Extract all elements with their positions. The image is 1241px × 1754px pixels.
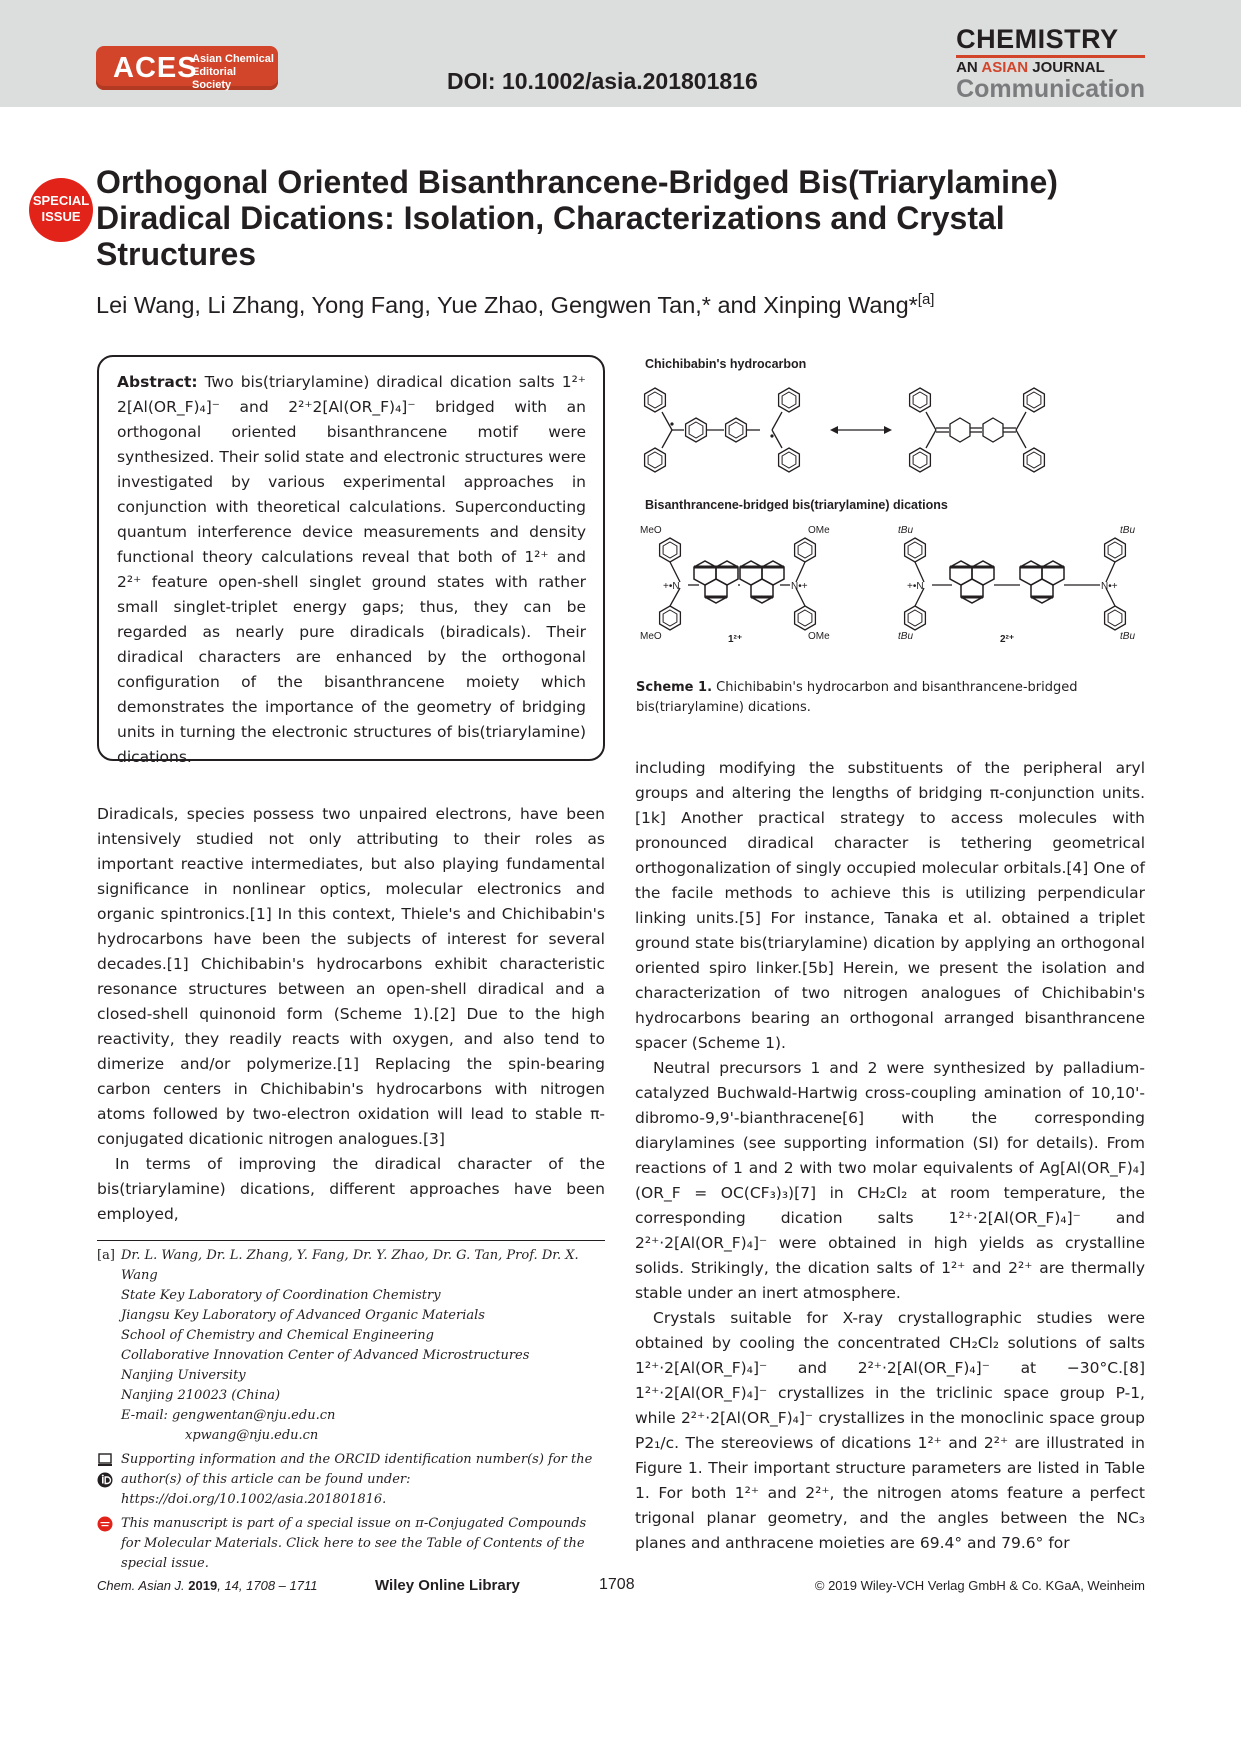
body-column-right <box>635 756 1145 1556</box>
body-paragraph: including modifying the substituents of the peripheral aryl groups and altering the lengths of bridging π-conjunction units.[1k] Another practical strategy to access molecules with pronounced diradical character is tethering geometrical orthogonalization of singly occupied molecular orbitals.[4] One of the facile methods to achieve this is utilizing perpendicular linking units.[5] For instance, Tanaka et al. obtained a triplet ground state bis(triarylamine) dication by applying an orthogonal oriented spiro linker.[5b] Herein, we present the isolation and characterization of two nitrogen analogues of Chichibabin's hydrocarbons bearing an orthogonal arranged bisanthrancene spacer (Scheme 1). <box>635 759 1145 1052</box>
affiliation-line: Nanjing University <box>121 1368 246 1383</box>
page-number: 1708 <box>599 1576 635 1593</box>
scheme-1-caption <box>636 678 1146 718</box>
special-issue-badge[interactable] <box>29 178 93 242</box>
body-paragraph: Diradicals, species possess two unpaired electrons, have been intensively studied not only attributing to their roles as important reactive intermediates, but also playing fundamental significance in nonlinear optics, molecular electronics and organic spintronics.[1] In this context, Thiele's and Chichibabin's hydrocarbons have been the subjects of interest for several decades.[1] Chichibabin's hydrocarbons exhibit characteristic resonance structures between an open-shell diradical and a closed-shell quinonoid form (Scheme 1).[2] Due to the high reactivity, they readily reacts with oxygen, and also tend to dimerize and/or polymerize.[1] Replacing the spin-bearing carbon centers in Chichibabin's hydrocarbons with nitrogen atoms followed by two-electron oxidation will lead to stable π-conjugated dicationic nitrogen analogues.[3] <box>97 805 605 1148</box>
aces-line1: Asian Chemical <box>192 53 274 65</box>
label-meo-bottom-left: MeO <box>640 631 662 642</box>
label-tbu-bottom-right: tBu <box>1120 631 1136 642</box>
doi-link[interactable]: DOI: 10.1002/asia.201801816 <box>447 68 758 94</box>
aces-logo[interactable] <box>96 46 278 90</box>
affiliation-line: State Key Laboratory of Coordination Chemistry <box>121 1288 441 1303</box>
authors-names: Lei Wang, Li Zhang, Yong Fang, Yue Zhao, Gengwen Tan,* and Xinping Wang* <box>96 291 918 318</box>
aces-logo-subtitle <box>192 53 278 92</box>
journal-journal: JOURNAL <box>1032 59 1105 76</box>
label-meo-top-left: MeO <box>640 525 662 536</box>
label-n-radical-right-1: N•+ <box>791 581 808 592</box>
journal-brand <box>956 26 1145 102</box>
author-list <box>96 291 1156 319</box>
label-tbu-top-right: tBu <box>1120 525 1136 536</box>
footer-copyright: © 2019 Wiley-VCH Verlag GmbH & Co. KGaA, Weinheim <box>814 1578 1145 1593</box>
special-issue-icon <box>97 1516 113 1532</box>
computer-icon <box>97 1452 113 1468</box>
body-column-left <box>97 802 605 1227</box>
supporting-info-text[interactable]: Supporting information and the ORCID identification number(s) for the author(s) of this article can be found under: https://doi.org/10.1002/asia.201801816. <box>121 1452 593 1507</box>
dication-2-structure <box>898 525 1135 645</box>
journal-name-asian <box>956 60 1145 76</box>
label-n-radical-left-1: +•N <box>663 581 680 592</box>
journal-brand-rule <box>956 55 1145 58</box>
scheme-caption-text: Chichibabin's hydrocarbon and bisanthrancene-bridged bis(triarylamine) dications. <box>636 680 1078 715</box>
abstract-text: Two bis(triarylamine) diradical dication salts 1²⁺ 2[Al(OR_F)₄]⁻ and 2²⁺2[Al(OR_F)₄]⁻ bridged with an orthogonal oriented bisanthrancene motif were synthesized. Their solid state and electronic structures were investigated by various experimental approaches in conjunction with theoretical calculations. Superconducting quantum interference device measurements and density functional theory calculations reveal that both of 1²⁺ and 2²⁺ feature open-shell singlet ground states with rather small singlet-triplet energy gaps; thus, they can be regarded as nearly pure diradicals (biradicals). Their diradical characters are enhanced by the orthogonal configuration of the bisanthrancene moiety which demonstrates the importance of the geometry of bridging units in turning the electronic structures of bis(triarylamine) dications. <box>117 373 586 766</box>
footer-citation <box>97 1578 317 1593</box>
dication-1-structure <box>640 525 830 645</box>
affiliation-footnote <box>97 1246 605 1446</box>
footnotes <box>97 1246 605 1574</box>
scheme-1-figure <box>630 350 1146 670</box>
scheme-heading-dications: Bisanthrancene-bridged bis(triarylamine) dications <box>645 498 948 512</box>
label-tbu-top-left: tBu <box>898 525 914 536</box>
abstract-paragraph <box>117 370 586 770</box>
chichibabin-quinonoid-structure <box>910 388 1045 472</box>
resonance-arrow <box>830 426 892 434</box>
supporting-info-footnote <box>97 1450 605 1510</box>
label-tbu-bottom-left: tBu <box>898 631 914 642</box>
abstract-box <box>97 355 605 766</box>
label-n-radical-right-2: N•+ <box>1101 581 1118 592</box>
scheme-caption-label: Scheme 1. <box>636 680 713 695</box>
email-line[interactable]: xpwang@nju.edu.cn <box>185 1428 319 1443</box>
affiliation-line: Collaborative Innovation Center of Advanced Microstructures <box>121 1348 530 1363</box>
aces-logo-word: ACES <box>113 52 198 84</box>
email-line[interactable]: E-mail: gengwentan@nju.edu.cn <box>121 1408 336 1423</box>
body-paragraph: Neutral precursors 1 and 2 were synthesized by palladium-catalyzed Buchwald-Hartwig cross-coupling amination of 10,10'-dibromo-9,9'-bianthracene[6] with the corresponding diarylamines (see supporting information (SI) for details). From reactions of 1 and 2 with two molar equivalents of Ag[Al(OR_F)₄] (OR_F = OC(CF₃)₃)[7] in CH₂Cl₂ at room temperature, the corresponding dication salts 1²⁺·2[Al(OR_F)₄]⁻ and 2²⁺·2[Al(OR_F)₄]⁻ were obtained in high yields as crystalline solids. Strikingly, the dication salts of 1²⁺ and 2²⁺ are thermally stable under an inert atmosphere. <box>635 1059 1145 1302</box>
page-footer <box>97 1578 1145 1600</box>
body-paragraph: In terms of improving the diradical character of the bis(triarylamine) dications, different approaches have been employed, <box>97 1155 605 1223</box>
affiliation-line: Nanjing 210023 (China) <box>121 1388 281 1403</box>
footnote-rule <box>97 1240 605 1241</box>
article-type: Communication <box>956 75 1145 103</box>
chichibabin-diradical-structure <box>645 388 800 472</box>
footer-journal: Chem. Asian J. <box>97 1578 185 1593</box>
scheme-heading-chichibabin: Chichibabin's hydrocarbon <box>645 357 807 371</box>
orcid-icon <box>97 1472 113 1488</box>
compound-2-label: 2²⁺ <box>1000 634 1015 645</box>
footer-volume-pages: , 14, 1708 – 1711 <box>217 1578 318 1593</box>
authors-affiliation-mark: [a] <box>917 291 935 308</box>
aces-line2: Editorial Society <box>192 66 237 91</box>
special-issue-footnote <box>97 1514 605 1574</box>
affiliation-line: Jiangsu Key Laboratory of Advanced Organic Materials <box>121 1308 485 1323</box>
article-title: Orthogonal Oriented Bisanthrancene-Bridged Bis(Triarylamine) Diradical Dications: Isolation, Characterizations and Crystal Structures <box>96 164 1058 272</box>
affiliation-line: Dr. L. Wang, Dr. L. Zhang, Y. Fang, Dr. Y. Zhao, Dr. G. Tan, Prof. Dr. X. Wang <box>121 1248 579 1283</box>
wiley-online-library-link[interactable]: Wiley Online Library <box>375 1577 520 1594</box>
footer-year: 2019 <box>188 1578 218 1593</box>
journal-an: AN <box>956 59 978 76</box>
badge-line2: ISSUE <box>41 209 81 224</box>
journal-name-chemistry: CHEMISTRY <box>956 24 1119 54</box>
affiliation-mark: [a] <box>97 1248 115 1263</box>
abstract-label: Abstract: <box>117 373 198 391</box>
label-ome-bottom-right: OMe <box>808 631 830 642</box>
affiliation-line: School of Chemistry and Chemical Engineering <box>121 1328 434 1343</box>
badge-line1: SPECIAL <box>32 193 90 208</box>
special-issue-text[interactable]: This manuscript is part of a special issue on π-Conjugated Compounds for Molecular Materials. Click here to see the Table of Contents of the special issue. <box>121 1516 587 1571</box>
label-n-radical-left-2: +•N <box>907 581 924 592</box>
compound-1-label: 1²⁺ <box>728 634 743 645</box>
journal-asian: ASIAN <box>981 59 1029 76</box>
body-paragraph: Crystals suitable for X-ray crystallographic studies were obtained by cooling the concentrated CH₂Cl₂ solutions of salts 1²⁺·2[Al(OR_F)₄]⁻ and 2²⁺·2[Al(OR_F)₄]⁻ at −30°C.[8] 1²⁺·2[Al(OR_F)₄]⁻ crystallizes in the triclinic space group P-1, while 2²⁺·2[Al(OR_F)₄]⁻ crystallizes in the monoclinic space group P2₁/c. The stereoviews of dications 1²⁺ and 2²⁺ are illustrated in Figure 1. Their important structure parameters are listed in Table 1. For both 1²⁺ and 2²⁺, the nitrogen atoms feature a perfect trigonal planar geometry, and the angles between the NC₃ planes and anthracene moieties are 69.4° and 79.6° for <box>635 1309 1145 1552</box>
label-ome-top-right: OMe <box>808 525 830 536</box>
